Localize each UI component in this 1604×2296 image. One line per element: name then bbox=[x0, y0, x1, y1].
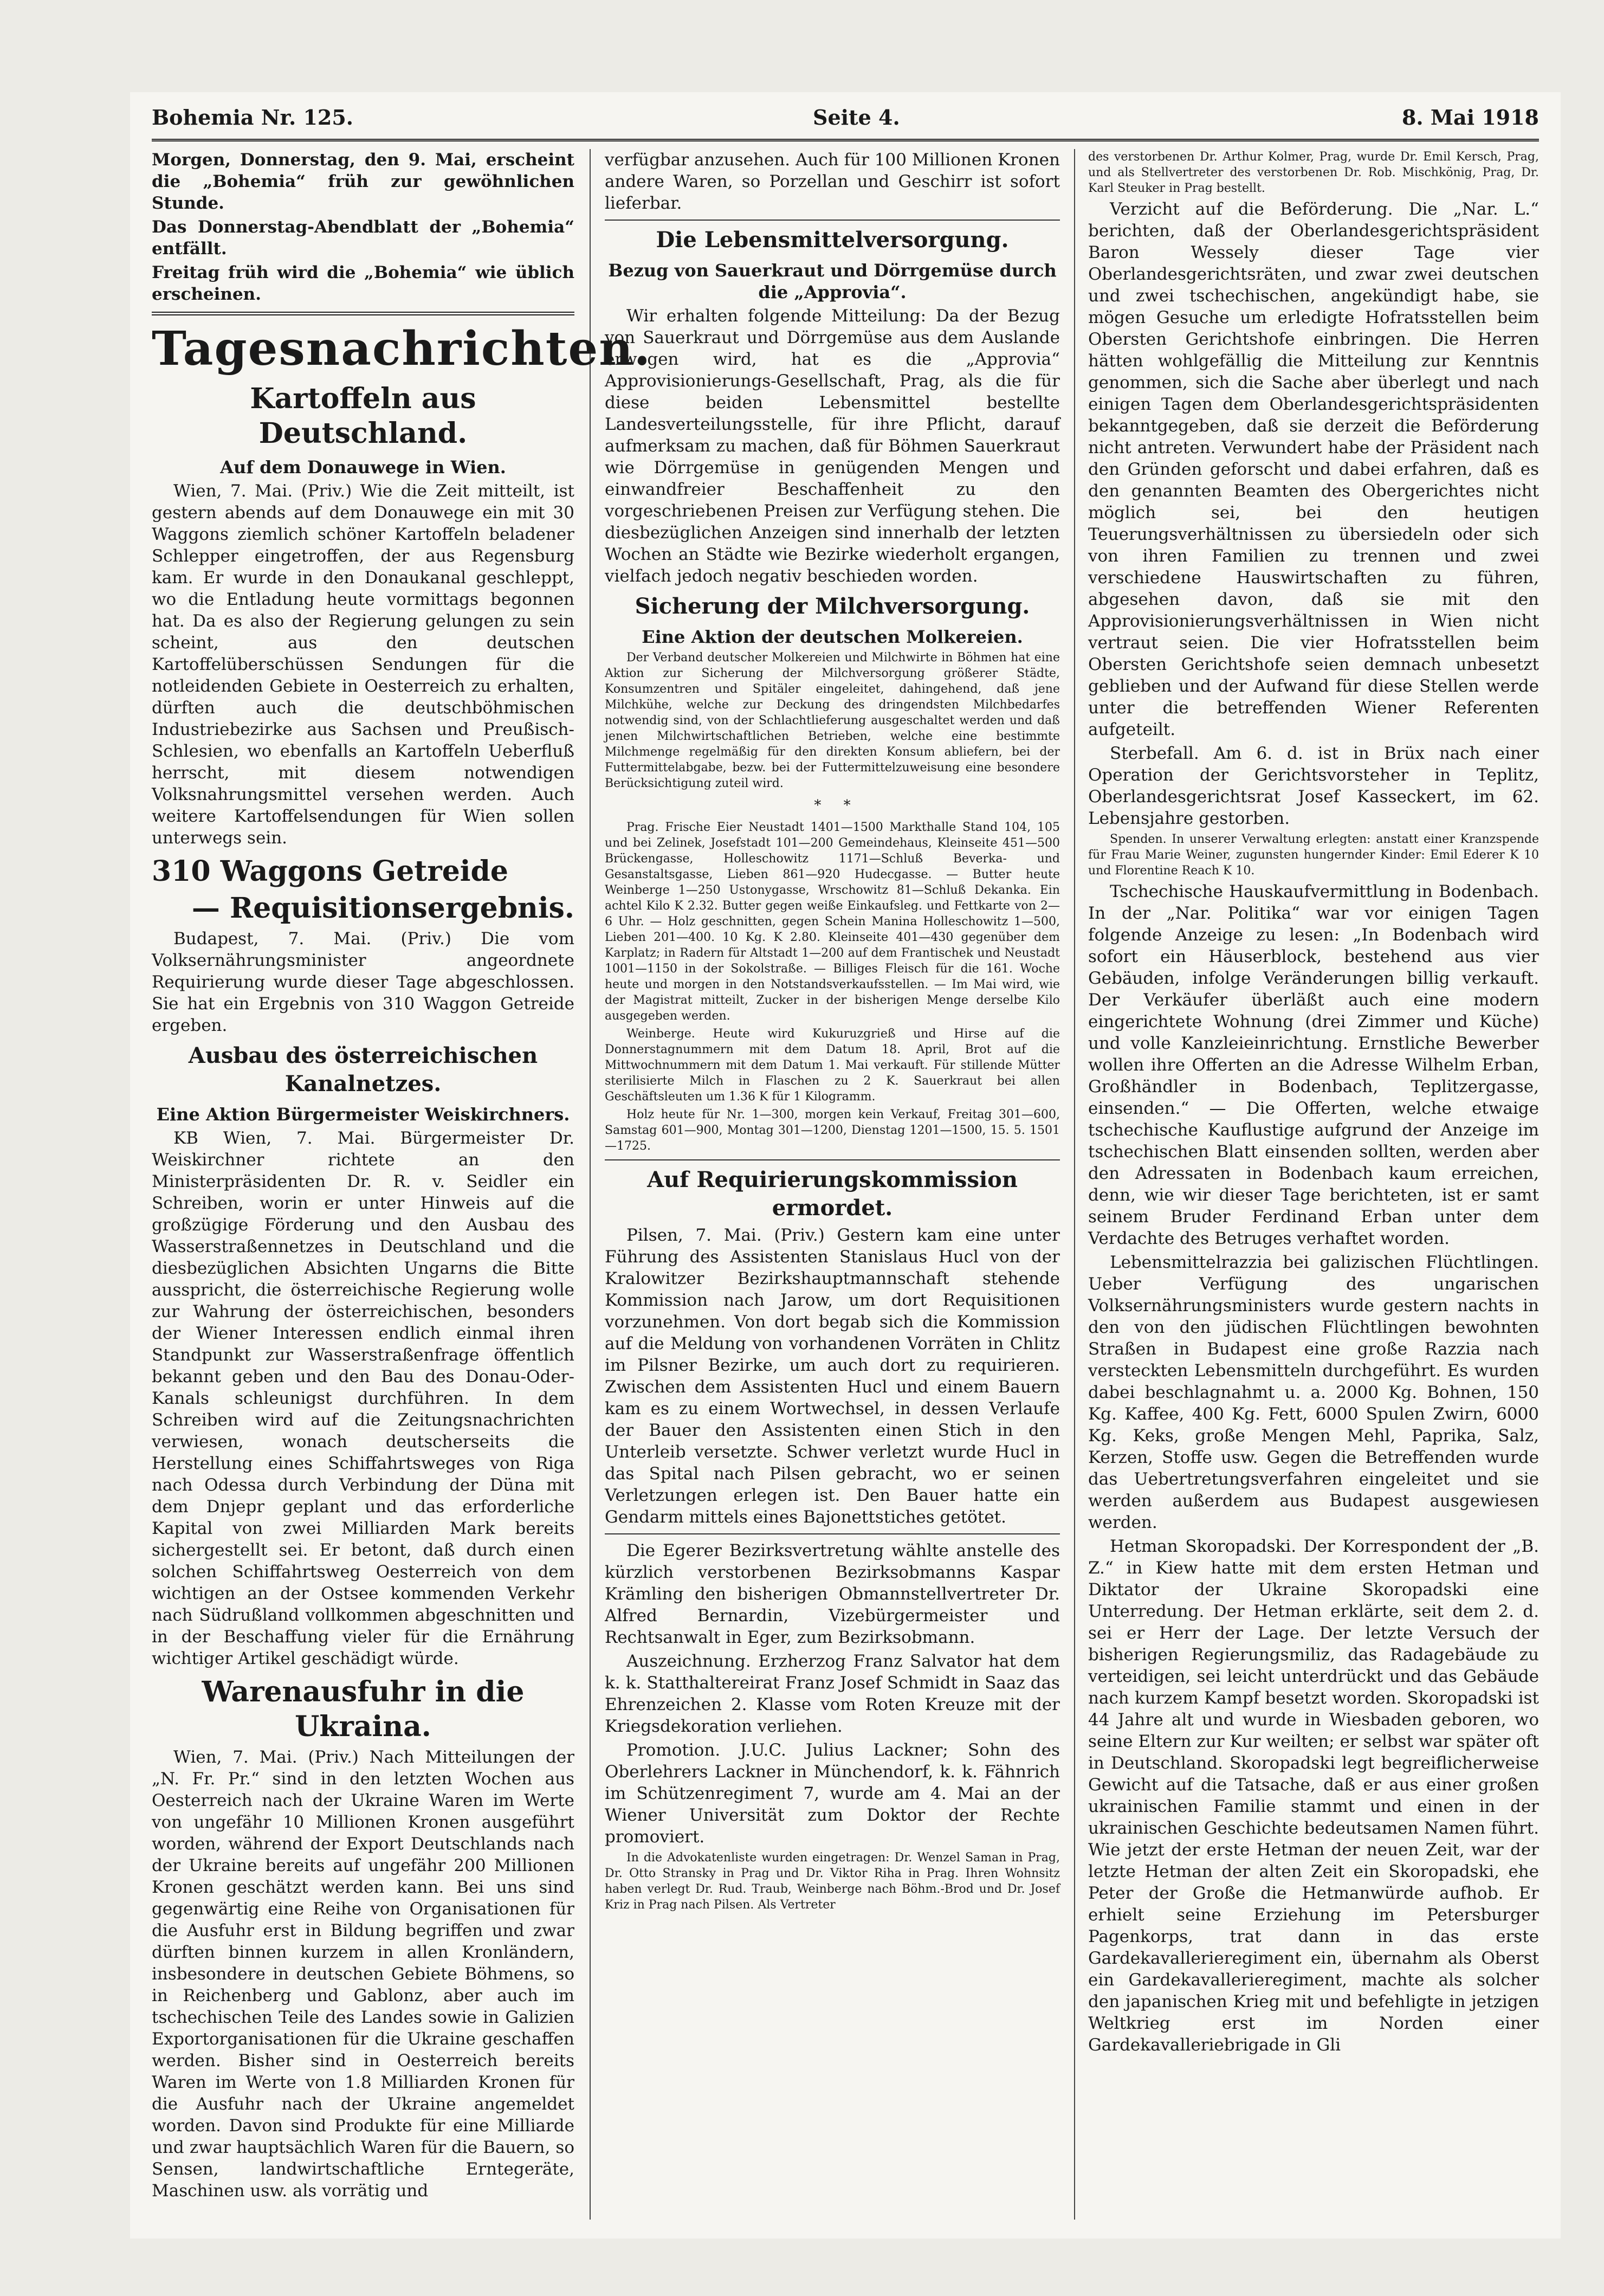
page-number: Seite 4. bbox=[813, 105, 900, 130]
article-text: Der Verband deutscher Molkereien und Milchwirte in Böhmen hat eine Aktion zur Sicherung der Milchversorgung größerer Städte, Konsumzentren und Spitäler eingeleitet, dahingehend, daß jene Milchkühe, welche zur Deckung des dringendsten Milchbedarfes notwendig sind, von der Schlachtlieferung ausgeschaltet werden und daß jenen Milchwirtschaftlichen Betrieben, welche eine bestimmte Milchmenge regelmäßig für den direkten Konsum abliefern, bei der Futtermittelabgabe, bezw. bei der Futtermittelzuweisung eine besondere Berücksichtigung zuteil wird. bbox=[605, 651, 1060, 790]
column-3 bbox=[1088, 149, 1539, 2230]
header-rule bbox=[152, 139, 1539, 141]
notice-verzicht: Verzicht auf die Beförderung. Die „Nar. L.“ berichten, daß der Oberlandesgerichtspräsident Baron Wessely dieser Tage vier Oberlandesgerichtsräten, und zwar zwei deutschen und zwei tschechischen, angekündigt habe, sie mögen Gesuche um erledigte Hofratsstellen beim Obersten Gerichtshofe einbringen. Die Herren hätten wohlgefällig die Mitteilung zur Kenntnis genommen, sich die Sache aber überlegt und nach einigen Tagen dem Oberlandesgerichtspräsidenten bekanntgegeben, daß sie derzeit die Beförderung nicht antreten. Verwundert habe der Präsident nach den Gründen geforscht und dabei erfahren, daß es den genannten Beamten des Obergerichtes nicht möglich sei, bei den heutigen Teuerungsverhältnissen zu übersiedeln oder sich von ihren Familien zu trennen und zwei verschiedene Hauswirtschaften zu führen, abgesehen davon, daß sie mit den Approvisionierungsverhältnissen in Wien nicht vertraut seien. Die vier Hofratsstellen beim Obersten Gerichtshofe seien demnach unbesetzt geblieben und der Aufwand für diese Stellen werde unter die betreffenden Wiener Referenten aufgeteilt. bbox=[1088, 199, 1539, 739]
article-title: Auf Requirierungskommission ermordet. bbox=[647, 1167, 1018, 1221]
notice-razzia: Lebensmittelrazzia bei galizischen Flüchtlingen. Ueber Verfügung des ungarischen Volksernährungsministers wurde gestern nachts in den von den jüdischen Flüchtlingen bewohnten Straßen in Budapest eine große Razzia nach versteckten Lebensmitteln durchgeführt. Es wurden dabei beschlagnahmt u. a. 2000 Kg. Bohnen, 150 Kg. Kaffee, 400 Kg. Fett, 6000 Spulen Zwirn, 6000 Kg. Keks, große Mengen Mehl, Paprika, Salz, Kerzen, Stoffe usw. Gegen die Betreffenden wurde das Uebertretungsverfahren eingeleitet und sie werden außerdem aus Budapest ausgewiesen werden. bbox=[1088, 1253, 1539, 1532]
article-text: verfügbar anzusehen. Auch für 100 Millionen Kronen andere Waren, so Porzellan und Geschirr ist sofort lieferbar. bbox=[605, 150, 1060, 213]
article-title-cont: — Requisitionsergebnis. bbox=[191, 892, 574, 925]
article-title: Die Lebensmittelversorgung. bbox=[656, 227, 1009, 253]
notice-hauskauf: Tschechische Hauskaufvermittlung in Bodenbach. In der „Nar. Politika“ war vor einigen Tagen folgende Anzeige zu lesen: „In Bodenbach wird sofort ein Häuserblock, bestehend aus vier Gebäuden, infolge Veränderungen billig verkauft. Der Verkäufer überläßt auch eine modern eingerichtete Wohnung (drei Zimmer und Küche) und volle Kanzleieinrichtung. Ernstliche Bewerber wollen ihre Offerten an die Adresse Wilhelm Erban, Großhändler in Bodenbach, Teplitzergasse, einsenden.“ — Die Offerten, welche etwaige tschechische Kauflustige aufgrund der Anzeige im tschechischen Blatt einsenden sollten, werden aber den Adressaten in Bodenbach kaum erreichen, denn, wie wir dieser Tage berichteten, ist er samt seinem Bruder Ferdinand Erban unter dem Verdachte des Betruges verhaftet worden. bbox=[1088, 882, 1539, 1248]
notice-eger: Die Egerer Bezirksvertretung wählte anstelle des kürzlich verstorbenen Bezirksobmanns Kaspar Krämling den bisherigen Obmannstellvertreter Dr. Alfred Bernardin, Vizebürgermeister und Rechtsanwalt in Eger, zum Bezirksobmann. bbox=[605, 1541, 1060, 1647]
article-text: KB Wien, 7. Mai. Bürgermeister Dr. Weiskirchner richtete an den Ministerpräsidenten Dr. R. v. Seidler ein Schreiben, worin er unter Hinweis auf die großzügige Förderung und den Ausbau des Wasserstraßennetzes in Deutschland und die diesbezüglichen Absichten Ungarns die Bitte ausspricht, die österreichische Regierung wolle zur Wahrung der österreichischen, besonders der Wiener Interessen endlich einmal ihren Standpunkt zur Wasserstraßenfrage öffentlich bekannt geben und den Bau des Donau-Oder-Kanals schleunigst durchführen. In dem Schreiben wird auf die Zeitungsnachrichten verwiesen, wonach deutscherseits die Herstellung eines Schiffahrtsweges von Riga nach Odessa durch Verbindung der Düna mit dem Dnjepr geplant und das erforderliche Kapital von zwei Milliarden Mark bereits sichergestellt sei. Er betont, daß durch einen solchen Schiffahrtsweg Oesterreich von dem wichtigen an der Ostsee kommenden Verkehr nach Südrußland vollkommen abgeschnitten und in der Beschaffung vieler für die Ernährung wichtiger Artikel geschädigt würde. bbox=[152, 1128, 574, 1668]
notice-line: Das Donnerstag-Abendblatt der „Bohemia“ entfällt. bbox=[152, 217, 574, 259]
newspaper-page bbox=[130, 92, 1561, 2239]
notice-auszeichnung: Auszeichnung. Erzherzog Franz Salvator hat dem k. k. Statthaltereirat Franz Josef Schmidt in Saaz das Ehrenzeichen 2. Klasse vom Roten Kreuze mit der Kriegsdekoration verliehen. bbox=[605, 1652, 1060, 1736]
section-title: Tagesnachrichten. bbox=[152, 321, 651, 376]
separator-mark: * * bbox=[814, 797, 851, 814]
notice-line: Morgen, Donnerstag, den 9. Mai, erscheint die „Bohemia“ früh zur gewöhnlichen Stunde. bbox=[152, 150, 574, 213]
notice-sterbefall: Sterbefall. Am 6. d. ist in Brüx nach einer Operation der Gerichtsvorsteher in Teplitz, Oberlandesgerichtsrat Josef Kasseckert, im 62. Lebensjahre gestorben. bbox=[1088, 744, 1539, 828]
article-subtitle: Eine Aktion Bürgermeister Weiskirchners. bbox=[156, 1104, 570, 1125]
article-text: Budapest, 7. Mai. (Priv.) Die vom Volksernährungsminister angeordnete Requirierung wurde dieser Tage abgeschlossen. Sie hat ein Ergebnis von 310 Waggon Getreide ergeben. bbox=[152, 929, 574, 1035]
article-title: Sicherung der Milchversorgung. bbox=[635, 594, 1030, 619]
notice-holz: Holz heute für Nr. 1—300, morgen kein Verkauf, Freitag 301—600, Samstag 601—900, Montag 301—1200, Dienstag 1201—1500, 15. 5. 1501—1725. bbox=[605, 1108, 1060, 1153]
column-rule-1 bbox=[590, 149, 591, 2220]
article-text: Wien, 7. Mai. (Priv.) Nach Mitteilungen der „N. Fr. Pr.“ sind in den letzten Wochen aus Oesterreich nach der Ukraine Waren im Werte von ungefähr 10 Millionen Kronen ausgeführt worden, während der Export Deutschlands nach der Ukraine bereits auf ungefähr 200 Millionen Kronen geschätzt werden kann. Bei uns sind gegenwärtig eine Reihe von Organisationen für die Ausfuhr erst in Bildung begriffen und zwar dürften binnen kurzem in allen Kronländern, insbesondere in deutschen Gebiete Böhmens, so in Reichenberg und Gablonz, aber auch im tschechischen Teile des Landes sowie in Galizien Exportorganisationen für die Ukraine geschaffen werden. Bisher sind in Oesterreich bereits Waren im Werte von 1.8 Milliarden Kronen für die Ausfuhr nach der Ukraine angemeldet worden. Davon sind Produkte für eine Milliarde und zwar hauptsächlich Waren für die Bauern, so Sensen, landwirtschaftliche Erntegeräte, Maschinen usw. als vorrätig und bbox=[152, 1747, 574, 2201]
article-title: Warenausfuhr in die Ukraina. bbox=[202, 1675, 525, 1743]
article-title: 310 Waggons Getreide bbox=[152, 855, 508, 888]
article-title: Kartoffeln aus Deutschland. bbox=[250, 382, 476, 450]
divider bbox=[605, 1533, 1060, 1534]
section-divider bbox=[152, 312, 574, 315]
divider bbox=[605, 220, 1060, 221]
notice-promotion: Promotion. J.U.C. Julius Lackner; Sohn des Oberlehrers Lackner in Münchendorf, k. k. Fähnrich im Schützenregiment 7, wurde am 4. Mai an der Wiener Universität zum Doktor der Rechte promoviert. bbox=[605, 1740, 1060, 1847]
notice-hetman: Hetman Skoropadski. Der Korrespondent der „B. Z.“ in Kiew hatte mit dem ersten Hetman und Diktator der Ukraine Skoropadski eine Unterredung. Der Hetman erklärte, seit dem 2. d. sei er Herr der Lage. Der letzte Versuch der bisherigen Regierungsmiliz, das Radagebäude zu verteidigen, sei leicht unterdrückt und das Gebäude nach kurzem Kampf besetzt worden. Skoropadski ist 44 Jahre alt und wurde in Wiesbaden geboren, wo seine Eltern zur Kur weilten; er selbst war später oft in Deutschland. Skoropadski legt begreiflicherweise Gewicht auf die Tatsache, daß er aus einer großen ukrainischen Familie stammt und einen in der ukrainischen Geschichte bedeutsamen Namen führt. Wie jetzt der erste Hetman der neuen Zeit, war der letzte Hetman der alten Zeit ein Skoropadski, ehe Peter der Große die Hetmanwürde aufhob. Er erhielt seine Erziehung im Petersburger Pagenkorps, trat dann in das erste Gardekavallerieregiment ein, übernahm als Oberst ein Gardekavallerieregiment, machte als solcher den japanischen Krieg mit und befehligte in jetzigen Weltkrieg erst im Norden einer Gardekavalleriebrigade in Gli bbox=[1088, 1537, 1539, 2055]
divider bbox=[605, 1159, 1060, 1160]
issue-date: 8. Mai 1918 bbox=[1401, 105, 1539, 130]
article-text: des verstorbenen Dr. Arthur Kolmer, Prag, wurde Dr. Emil Kersch, Prag, und als Stellvertreter des verstorbenen Dr. Rob. Mischkönig, Prag, Dr. Karl Steuker in Prag bestellt. bbox=[1088, 150, 1539, 195]
column-2 bbox=[605, 149, 1060, 2230]
notice-spenden: Spenden. In unserer Verwaltung erlegten: anstatt einer Kranzspende für Frau Marie Weiner, zugunsten hungernder Kinder: Emil Ederer K 10 und Florentine Reach K 10. bbox=[1088, 833, 1539, 878]
article-text: Pilsen, 7. Mai. (Priv.) Gestern kam eine unter Führung des Assistenten Stanislaus Hucl von der Kralowitzer Bezirkshauptmannschaft stehende Kommission nach Jarow, um dort Requisitionen vorzunehmen. Von dort begab sich die Kommission auf die Meldung von vorhandenen Vorräten in Chlitz im Pilsner Bezirke, um auch dort zu requirieren. Zwischen dem Assistenten Hucl und einem Bauern kam es zu einem Wortwechsel, in dessen Verlaufe der Bauer den Assistenten einen Stich in den Unterleib versetzte. Schwer verletzt wurde Hucl in das Spital nach Pilsen gebracht, wo er seinen Verletzungen erlegen ist. Den Bauer hatte ein Gendarm mittels eines Bajonettstiches getötet. bbox=[605, 1226, 1060, 1527]
column-rule-2 bbox=[1074, 149, 1075, 2220]
notice-line: Freitag früh wird die „Bohemia“ wie üblich erscheinen. bbox=[152, 263, 574, 304]
column-1 bbox=[152, 149, 651, 2230]
notice-advokaten: In die Advokatenliste wurden eingetragen: Dr. Wenzel Saman in Prag, Dr. Otto Stransky in Prag und Dr. Viktor Riha in Prag. Ihren Wohnsitz haben verlegt Dr. Rud. Traub, Weinberge nach Böhm.-Brod und Dr. Josef Kriz in Prag nach Pilsen. Als Vertreter bbox=[605, 1851, 1060, 1912]
article-title: Ausbau des österreichischen Kanalnetzes. bbox=[188, 1043, 538, 1097]
article-text: Wir erhalten folgende Mitteilung: Da der Bezug von Sauerkraut und Dörrgemüse aus dem Auslande erwogen wird, hat es die „Approvia“ Approvisionierungs-Gesellschaft, Prag, als die für diese beiden Lebensmittel bestellte Landesverteilungsstelle, für ihre Pflicht, darauf aufmerksam zu machen, daß für Böhmen Sauerkraut wie Dörrgemüse in genügenden Mengen und einwandfreier Beschaffenheit zu den vorgeschriebenen Preisen zur Verfügung stehen. Die diesbezüglichen Anzeigen sind innerhalb der letzten Wochen an Städte wie Bezirke wiederholt ergangen, vielfach jedoch negativ beschieden worden. bbox=[605, 306, 1060, 586]
notice-weinberge: Weinberge. Heute wird Kukuruzgrieß und Hirse auf die Donnerstagnummern mit dem Datum 18. April, Brot auf die Mittwochnummern mit dem Datum 1. Mai verkauft. Für stillende Mütter sterilisierte Milch in Flaschen zu 2 K. Sauerkraut bei allen Geschäftsleuten um 1.36 K für 1 Kilogramm. bbox=[605, 1027, 1060, 1104]
masthead-issue: Bohemia Nr. 125. bbox=[152, 105, 354, 130]
page-header bbox=[152, 95, 1539, 139]
notice-prag: Prag. Frische Eier Neustadt 1401—1500 Markthalle Stand 104, 105 und bei Zelinek, Josefstadt 101—200 Gemeindehaus, Kleinseite 451—500 Brückengasse, Holleschowitz 1171—Schluß Beverka- und Gesanstaltsgasse, Lieben 861—920 Hudecgasse. — Butter heute Weinberge 1—250 Ustonygasse, Wrschowitz 81—Schluß Dekanka. Ein achtel Kilo K 2.32. Butter gegen weiße Einkaufsleg. und Fettkarte von 2—6 Uhr. — Holz geschnitten, gegen Schein Manina Holleschowitz 1—500, Lieben 201—400. 10 Kg. K 2.80. Kleinseite 401—430 gegenüber dem Karplatz; in Radern für Altstadt 1—200 auf dem Frantischek und Neustadt 1001—1150 in der Sokolstraße. — Billiges Fleisch für die 161. Woche heute und morgen in den Notstandsverkaufsstellen. — Im Mai wird, wie der Magistrat mitteilt, Zucker in der bisherigen Menge derselbe Kilo ausgegeben werden. bbox=[605, 821, 1060, 1023]
article-text: Wien, 7. Mai. (Priv.) Wie die Zeit mitteilt, ist gestern abends auf dem Donauwege ein mit 30 Waggons ziemlich schöner Kartoffeln beladener Schlepper eingetroffen, der aus Regensburg kam. Er wurde in den Donaukanal geschleppt, wo die Entladung heute vormittags begonnen hat. Da es also der Regierung gelungen zu sein scheint, aus den deutschen Kartoffelüberschüssen Sendungen für die notleidenden Gebiete in Oesterreich zu erhalten, dürften auch die deutschböhmischen Industriebezirke aus Sachsen und Preußisch-Schlesien, wo ebenfalls an Kartoffeln Ueberfluß herrscht, mit diesem notwendigen Volksnahrungsmittel versehen werden. Auch weitere Kartoffelsendungen für Wien sollen unterwegs sein. bbox=[152, 481, 574, 848]
article-subtitle: Eine Aktion der deutschen Molkereien. bbox=[642, 627, 1023, 647]
article-subtitle: Bezug von Sauerkraut und Dörrgemüse durch die „Approvia“. bbox=[608, 260, 1057, 302]
article-subtitle: Auf dem Donauwege in Wien. bbox=[220, 457, 506, 478]
